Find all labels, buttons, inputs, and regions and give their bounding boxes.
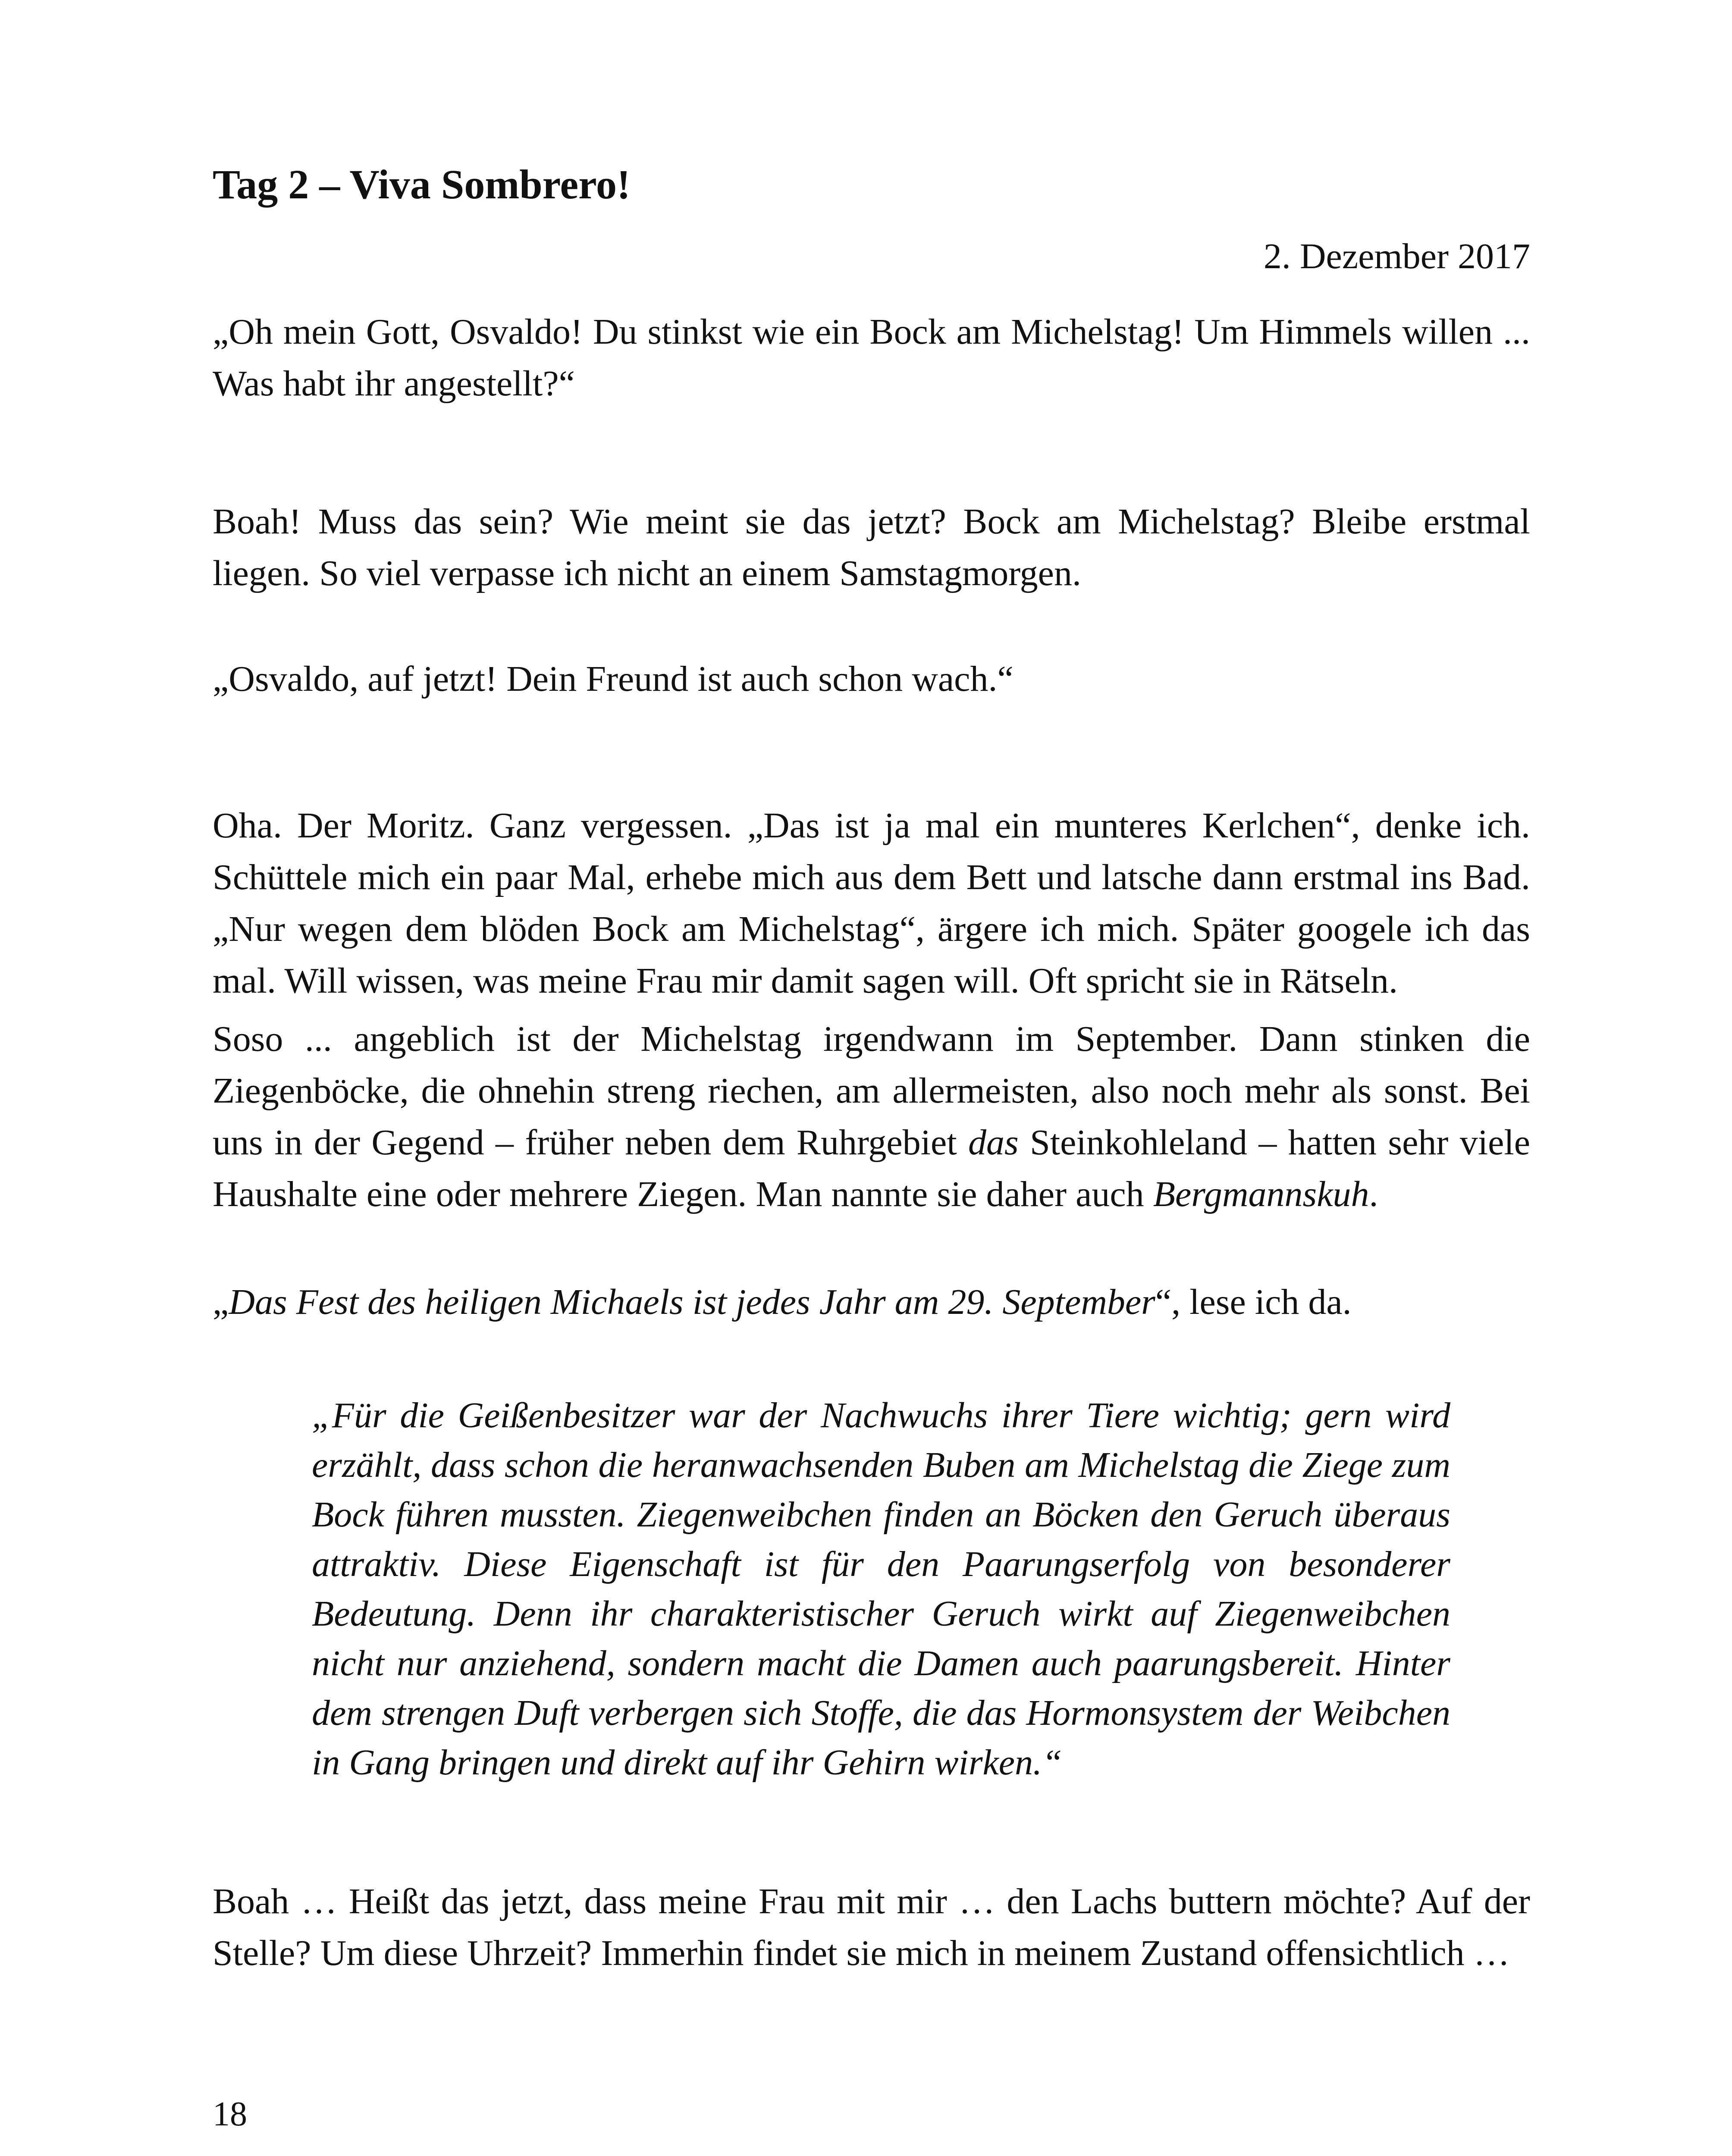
paragraph-5-part-e: . bbox=[1369, 1174, 1378, 1214]
paragraph-5-part-a: Soso ... angeblich ist der Michelstag irgendwann im September. Dann stinken die Ziegenböcke, die ohnehin streng riechen, am allermeisten, also noch mehr als sonst. Bei uns in der Gegend – früher neben dem Ruhrgebiet bbox=[213, 1019, 1530, 1163]
paragraph-5 bbox=[213, 1013, 1530, 1220]
chapter-heading: Tag 2 – Viva Sombrero! bbox=[213, 161, 631, 207]
paragraph-7: Boah … Heißt das jetzt, dass meine Frau mit mir … den Lachs buttern möchte? Auf der Stelle? Um diese Uhrzeit? Immerhin findet sie mich in meinem Zustand offensichtlich … bbox=[213, 1881, 1530, 1973]
paragraph-6-citation: Das Fest des heiligen Michaels ist jedes Jahr am 29. September bbox=[229, 1282, 1155, 1322]
block-quote: „Für die Geißenbesitzer war der Nachwuchs ihrer Tiere wichtig; gern wird erzählt, dass schon die heranwachsenden Buben am Michelstag die Ziege zum Bock führen mussten. Ziegenweibchen finden an Böcken den Geruch überaus attraktiv. Diese Eigenschaft ist für den Paarungserfolg von besonderer Bedeutung. Denn ihr charakteristischer Geruch wirkt auf Ziegenweibchen nicht nur anziehend, sondern macht die Damen auch paarungsbereit. Hinter dem strengen Duft verbergen sich Stoffe, die das Hormonsystem der Weibchen in Gang bringen und direkt auf ihr Gehirn wirken.“ bbox=[312, 1395, 1450, 1783]
paragraph-3: „Osvaldo, auf jetzt! Dein Freund ist auch schon wach.“ bbox=[213, 659, 1013, 699]
paragraph-2: Boah! Muss das sein? Wie meint sie das jetzt? Bock am Michelstag? Bleibe erstmal liegen. So viel verpasse ich nicht an einem Samstagmorgen. bbox=[213, 501, 1530, 593]
paragraph-5-emphasis-bergmannskuh: Bergmannskuh bbox=[1153, 1174, 1369, 1214]
paragraph-6-tail: “, lese ich da. bbox=[1155, 1282, 1352, 1322]
paragraph-6 bbox=[213, 1276, 1530, 1328]
paragraph-1: „Oh mein Gott, Osvaldo! Du stinkst wie ein Bock am Michelstag! Um Himmels willen ... Was habt ihr angestellt?“ bbox=[213, 312, 1530, 404]
paragraph-5-part-c: Steinkohleland – hatten sehr viele Haushalte eine oder mehrere Ziegen. Man nannte sie daher auch bbox=[213, 1122, 1530, 1214]
paragraph-6-open-quote: „ bbox=[213, 1282, 229, 1322]
entry-date: 2. Dezember 2017 bbox=[1263, 236, 1530, 276]
page-number: 18 bbox=[213, 2095, 247, 2133]
paragraph-4: Oha. Der Moritz. Ganz vergessen. „Das ist ja mal ein munteres Kerlchen“, denke ich. Schüttele mich ein paar Mal, erhebe mich aus dem Bett und latsche dann erstmal ins Bad. „Nur wegen dem blöden Bock am Michelstag“, ärgere ich mich. Später googele ich das mal. Will wissen, was meine Frau mir damit sagen will. Oft spricht sie in Rätseln. bbox=[213, 805, 1530, 1001]
paragraph-5-emphasis-das: das bbox=[968, 1122, 1019, 1163]
